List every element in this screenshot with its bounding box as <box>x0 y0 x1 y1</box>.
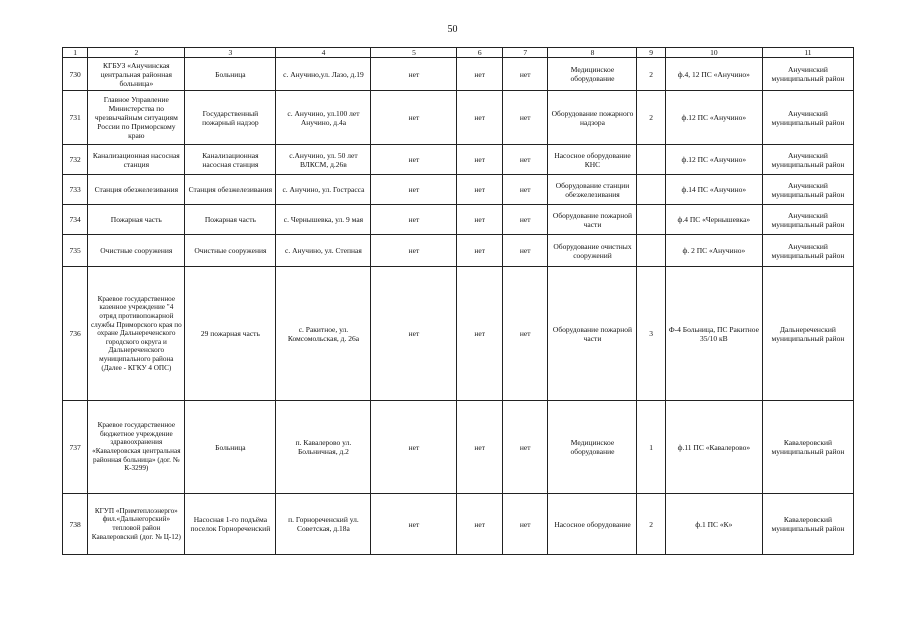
table-body <box>63 58 854 555</box>
table-cell: нет <box>371 175 457 205</box>
table-cell: нет <box>457 494 503 555</box>
table-cell: нет <box>502 145 548 175</box>
table-cell: 737 <box>63 401 88 494</box>
table-cell: ф.1 ПС «К» <box>665 494 762 555</box>
table-cell: нет <box>457 175 503 205</box>
table-cell: п. Кавалерово ул. Больничная, д.2 <box>276 401 371 494</box>
table-cell: Оборудование пожарной части <box>548 267 637 401</box>
table-cell: Кавалеровский муниципальный район <box>762 494 853 555</box>
table-cell: нет <box>371 267 457 401</box>
table-cell: Анучинский муниципальный район <box>762 205 853 235</box>
table-row <box>63 58 854 91</box>
table-cell: нет <box>371 494 457 555</box>
table-cell: Станция обезжелезивания <box>185 175 276 205</box>
table-cell: нет <box>457 205 503 235</box>
table-cell: Пожарная часть <box>185 205 276 235</box>
table-cell: нет <box>371 401 457 494</box>
table-cell: нет <box>457 91 503 145</box>
table-cell: ф.11 ПС «Кавалерово» <box>665 401 762 494</box>
column-header: 7 <box>502 48 548 58</box>
column-header: 11 <box>762 48 853 58</box>
table-cell: Государственный пожарный надзор <box>185 91 276 145</box>
table-cell: с. Ракитное, ул. Комсомольская, д. 26а <box>276 267 371 401</box>
table-cell: Кавалеровский муниципальный район <box>762 401 853 494</box>
table-cell <box>637 235 665 267</box>
column-header: 5 <box>371 48 457 58</box>
table-cell: ф.12 ПС «Анучино» <box>665 145 762 175</box>
column-header: 4 <box>276 48 371 58</box>
table-cell: 3 <box>637 267 665 401</box>
table-cell: 734 <box>63 205 88 235</box>
table-cell: Оборудование очистных сооружений <box>548 235 637 267</box>
table-cell: Оборудование пожарной части <box>548 205 637 235</box>
header-row <box>63 48 854 58</box>
table-cell: 736 <box>63 267 88 401</box>
table-cell: Канализационная насосная станция <box>88 145 185 175</box>
table-cell: Краевое государственное бюджетное учреждение здравоохранения «Кавалеровская центральная районная больница» (дог. № К-3299) <box>88 401 185 494</box>
table-cell: с.Анучино, ул. 50 лет ВЛКСМ, д.26в <box>276 145 371 175</box>
table-cell <box>637 175 665 205</box>
table-cell: нет <box>371 235 457 267</box>
table-row <box>63 401 854 494</box>
table-row <box>63 145 854 175</box>
table-cell: 730 <box>63 58 88 91</box>
table-cell: нет <box>502 267 548 401</box>
table-cell: 2 <box>637 58 665 91</box>
table-cell: 2 <box>637 494 665 555</box>
table-cell: Дальнереченский муниципальный район <box>762 267 853 401</box>
table-cell: нет <box>457 267 503 401</box>
table-cell: КГУП «Примтеплоэнерго» фил.«Дальнегорский» тепловой район Кавалеровский (дог. № Ц-12) <box>88 494 185 555</box>
table-cell: Медицинское оборудование <box>548 58 637 91</box>
table-cell: нет <box>457 235 503 267</box>
table-cell: нет <box>502 235 548 267</box>
table-row <box>63 175 854 205</box>
table-cell: Пожарная часть <box>88 205 185 235</box>
table-cell: 731 <box>63 91 88 145</box>
table-cell <box>637 205 665 235</box>
table-cell: нет <box>457 401 503 494</box>
column-header: 2 <box>88 48 185 58</box>
table-cell: нет <box>371 145 457 175</box>
table-cell: Насосное оборудование КНС <box>548 145 637 175</box>
table-cell: 735 <box>63 235 88 267</box>
table-cell: п. Горнореченский ул. Советская, д.18а <box>276 494 371 555</box>
table-cell: с. Анучино, ул. Степная <box>276 235 371 267</box>
table-cell: Анучинский муниципальный район <box>762 91 853 145</box>
column-header: 1 <box>63 48 88 58</box>
table-cell: Медицинское оборудование <box>548 401 637 494</box>
table-cell: ф. 2 ПС «Анучино» <box>665 235 762 267</box>
registry-table <box>62 47 854 555</box>
table-cell: 29 пожарная часть <box>185 267 276 401</box>
table-cell: 733 <box>63 175 88 205</box>
table-cell: Оборудование станции обезжелезивания <box>548 175 637 205</box>
table-cell: нет <box>502 494 548 555</box>
table-cell: нет <box>457 145 503 175</box>
table-cell: нет <box>502 205 548 235</box>
table-cell: нет <box>502 91 548 145</box>
table-cell: Больница <box>185 401 276 494</box>
table-row <box>63 235 854 267</box>
column-header: 8 <box>548 48 637 58</box>
table-cell: нет <box>371 205 457 235</box>
table-row <box>63 91 854 145</box>
table-cell: Канализационная насосная станция <box>185 145 276 175</box>
table-cell: Анучинский муниципальный район <box>762 175 853 205</box>
table-cell: с. Анучино,ул. Лазо, д.19 <box>276 58 371 91</box>
table-cell: нет <box>371 58 457 91</box>
table-row <box>63 205 854 235</box>
table-cell: 2 <box>637 91 665 145</box>
table-cell: Насосное оборудование <box>548 494 637 555</box>
table-cell: Станция обезжелезивания <box>88 175 185 205</box>
table-cell: Очистные сооружения <box>185 235 276 267</box>
table-cell: 738 <box>63 494 88 555</box>
table-cell: нет <box>502 401 548 494</box>
table-cell: нет <box>502 58 548 91</box>
column-header: 10 <box>665 48 762 58</box>
column-header: 9 <box>637 48 665 58</box>
table-cell <box>637 145 665 175</box>
table-row <box>63 494 854 555</box>
table-cell: Ф-4 Больница, ПС Ракитное 35/10 кВ <box>665 267 762 401</box>
column-header: 6 <box>457 48 503 58</box>
table-cell: ф.4, 12 ПС «Анучино» <box>665 58 762 91</box>
table-cell: нет <box>457 58 503 91</box>
table-cell: Анучинский муниципальный район <box>762 145 853 175</box>
table-cell: КГБУЗ «Анучинская центральная районная больница» <box>88 58 185 91</box>
table-cell: с. Анучино, ул.100 лет Анучино, д.4а <box>276 91 371 145</box>
table-cell: ф.14 ПС «Анучино» <box>665 175 762 205</box>
table-cell: ф.4 ПС «Чернышевка» <box>665 205 762 235</box>
table-cell: Анучинский муниципальный район <box>762 58 853 91</box>
table-cell: Анучинский муниципальный район <box>762 235 853 267</box>
table-cell: Насосная 1-го подъёма поселок Горнореченский <box>185 494 276 555</box>
table-cell: Главное Управление Министерства по чрезвычайным ситуациям России по Приморскому краю <box>88 91 185 145</box>
table-row <box>63 267 854 401</box>
table-cell: 1 <box>637 401 665 494</box>
table-cell: ф.12 ПС «Анучино» <box>665 91 762 145</box>
column-header: 3 <box>185 48 276 58</box>
table-cell: Оборудование пожарного надзора <box>548 91 637 145</box>
table-cell: с. Анучино, ул. Гострасса <box>276 175 371 205</box>
table-cell: 732 <box>63 145 88 175</box>
table-cell: Больница <box>185 58 276 91</box>
page-number: 50 <box>447 24 458 35</box>
table-cell: Краевое государственное казенное учреждение "4 отряд противопожарной службы Приморского края по охране Дальнереченского городского округа и Дальнереченского муниципального района (Далее - КГКУ 4 ОПС) <box>88 267 185 401</box>
table-cell: нет <box>502 175 548 205</box>
table-cell: нет <box>371 91 457 145</box>
table-cell: Очистные сооружения <box>88 235 185 267</box>
table-cell: с. Чернышевка, ул. 9 мая <box>276 205 371 235</box>
